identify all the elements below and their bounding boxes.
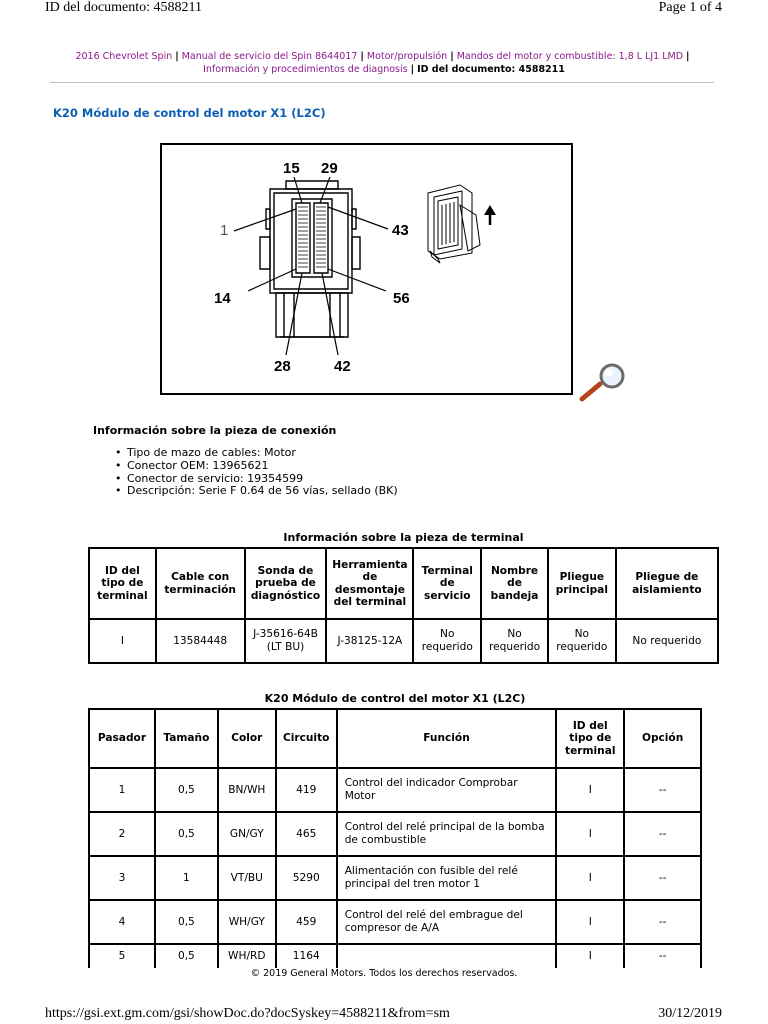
callout-43: 43 bbox=[392, 222, 409, 239]
table-cell: -- bbox=[624, 812, 701, 856]
connector-diagram bbox=[162, 145, 571, 393]
callout-15: 15 bbox=[283, 160, 300, 177]
column-header: Color bbox=[218, 709, 276, 768]
print-header-page: Page 1 of 4 bbox=[658, 0, 722, 15]
header-divider bbox=[50, 82, 714, 83]
table-cell: 419 bbox=[276, 768, 337, 812]
table-row bbox=[89, 944, 701, 968]
table-cell: 459 bbox=[276, 900, 337, 944]
table-cell: No requerido bbox=[548, 619, 616, 663]
column-header: ID del tipo de terminal bbox=[556, 709, 624, 768]
print-footer-url: https://gsi.ext.gm.com/gsi/showDoc.do?docSyskey=4588211&from=sm bbox=[45, 1006, 450, 1021]
table-cell: I bbox=[556, 768, 624, 812]
section-title: K20 Módulo de control del motor X1 (L2C) bbox=[53, 106, 326, 120]
table-cell: 1 bbox=[89, 768, 155, 812]
connector-info-title: Información sobre la pieza de conexión bbox=[93, 424, 337, 437]
column-header: Pliegue principal bbox=[548, 548, 616, 619]
breadcrumb-separator: | bbox=[450, 51, 454, 62]
table-cell: 0,5 bbox=[155, 900, 218, 944]
breadcrumb bbox=[58, 50, 710, 76]
connector-info-list bbox=[115, 447, 398, 498]
column-header: Pasador bbox=[89, 709, 155, 768]
terminal-table bbox=[88, 547, 719, 664]
breadcrumb-link-vehicle[interactable]: 2016 Chevrolet Spin bbox=[75, 51, 173, 62]
table-row bbox=[89, 900, 701, 944]
table-cell: Control del relé del embrague del compresor de A/A bbox=[337, 900, 557, 944]
connector-info-item: • Tipo de mazo de cables: Motor bbox=[115, 447, 398, 460]
callout-42: 42 bbox=[334, 358, 351, 375]
table-cell: J-35616-64B (LT BU) bbox=[245, 619, 327, 663]
table-row bbox=[89, 812, 701, 856]
pin-table-caption: K20 Módulo de control del motor X1 (L2C) bbox=[264, 692, 526, 705]
table-cell: VT/BU bbox=[218, 856, 276, 900]
breadcrumb-link-manual[interactable]: Manual de servicio del Spin 8644017 bbox=[181, 51, 358, 62]
print-footer bbox=[0, 1006, 768, 1024]
table-cell: No requerido bbox=[481, 619, 548, 663]
column-header: Sonda de prueba de diagnóstico bbox=[245, 548, 327, 619]
breadcrumb-link-diagnosis[interactable]: Información y procedimientos de diagnosis bbox=[203, 64, 408, 75]
table-cell: 0,5 bbox=[155, 812, 218, 856]
table-cell: -- bbox=[624, 900, 701, 944]
callout-56: 56 bbox=[393, 290, 410, 307]
table-cell: Control del relé principal de la bomba de combustible bbox=[337, 812, 557, 856]
table-row bbox=[89, 768, 701, 812]
table-cell: BN/WH bbox=[218, 768, 276, 812]
magnifier-glyph bbox=[578, 362, 634, 402]
print-header bbox=[0, 0, 768, 20]
table-cell: 1 bbox=[155, 856, 218, 900]
table-cell: -- bbox=[624, 768, 701, 812]
table-cell: I bbox=[89, 619, 156, 663]
table-cell: 0,5 bbox=[155, 768, 218, 812]
column-header: Tamaño bbox=[155, 709, 218, 768]
connector-figure bbox=[160, 143, 573, 395]
table-cell: I bbox=[556, 900, 624, 944]
pin-table bbox=[88, 708, 702, 968]
copyright-notice: © 2019 General Motors. Todos los derechos reservados. bbox=[250, 968, 518, 979]
table-cell: 465 bbox=[276, 812, 337, 856]
column-header: Herramienta de desmontaje del terminal bbox=[326, 548, 413, 619]
breadcrumb-link-controls[interactable]: Mandos del motor y combustible: 1,8 L LJ1 LMD bbox=[456, 51, 684, 62]
print-footer-date: 30/12/2019 bbox=[658, 1006, 722, 1021]
table-cell: -- bbox=[624, 944, 701, 968]
callout-29: 29 bbox=[321, 160, 338, 177]
table-cell bbox=[337, 944, 557, 968]
breadcrumb-separator: | bbox=[360, 51, 364, 62]
callout-28: 28 bbox=[274, 358, 291, 375]
breadcrumb-separator: | bbox=[175, 51, 179, 62]
column-header: Pliegue de aislamiento bbox=[616, 548, 718, 619]
column-header: ID del tipo de terminal bbox=[89, 548, 156, 619]
table-cell: No requerido bbox=[413, 619, 481, 663]
breadcrumb-link-engine[interactable]: Motor/propulsión bbox=[366, 51, 448, 62]
column-header: Nombre de bandeja bbox=[481, 548, 548, 619]
table-header-row bbox=[89, 709, 701, 768]
table-cell: 0,5 bbox=[155, 944, 218, 968]
table-cell: I bbox=[556, 856, 624, 900]
table-cell: 4 bbox=[89, 900, 155, 944]
table-cell: I bbox=[556, 944, 624, 968]
table-cell: Alimentación con fusible del relé principal del tren motor 1 bbox=[337, 856, 557, 900]
column-header: Función bbox=[337, 709, 557, 768]
callout-14: 14 bbox=[214, 290, 231, 307]
breadcrumb-separator: | bbox=[686, 51, 690, 62]
table-cell: 2 bbox=[89, 812, 155, 856]
print-header-doc-id: ID del documento: 4588211 bbox=[45, 0, 202, 15]
magnifier-icon[interactable] bbox=[578, 362, 634, 402]
table-cell: J-38125-12A bbox=[326, 619, 413, 663]
table-cell: WH/RD bbox=[218, 944, 276, 968]
connector-info-item: • Conector OEM: 13965621 bbox=[115, 460, 398, 473]
table-cell: 13584448 bbox=[156, 619, 245, 663]
table-row bbox=[89, 856, 701, 900]
column-header: Opción bbox=[624, 709, 701, 768]
table-cell: No requerido bbox=[616, 619, 718, 663]
table-cell: WH/GY bbox=[218, 900, 276, 944]
breadcrumb-separator: | bbox=[410, 64, 415, 75]
connector-info-item: • Conector de servicio: 19354599 bbox=[115, 473, 398, 486]
table-cell: Control del indicador Comprobar Motor bbox=[337, 768, 557, 812]
table-header-row bbox=[89, 548, 718, 619]
table-row bbox=[89, 619, 718, 663]
terminal-table-caption: Información sobre la pieza de terminal bbox=[283, 531, 524, 544]
table-cell: 5 bbox=[89, 944, 155, 968]
column-header: Cable con terminación bbox=[156, 548, 245, 619]
table-cell: GN/GY bbox=[218, 812, 276, 856]
column-header: Circuito bbox=[276, 709, 337, 768]
table-cell: 5290 bbox=[276, 856, 337, 900]
table-cell: 3 bbox=[89, 856, 155, 900]
table-cell: -- bbox=[624, 856, 701, 900]
callout-1: 1 bbox=[220, 222, 229, 239]
table-cell: 1164 bbox=[276, 944, 337, 968]
breadcrumb-doc-id: ID del documento: 4588211 bbox=[417, 64, 565, 75]
column-header: Terminal de servicio bbox=[413, 548, 481, 619]
connector-info-item: • Descripción: Serie F 0.64 de 56 vías, sellado (BK) bbox=[115, 485, 398, 498]
table-cell: I bbox=[556, 812, 624, 856]
